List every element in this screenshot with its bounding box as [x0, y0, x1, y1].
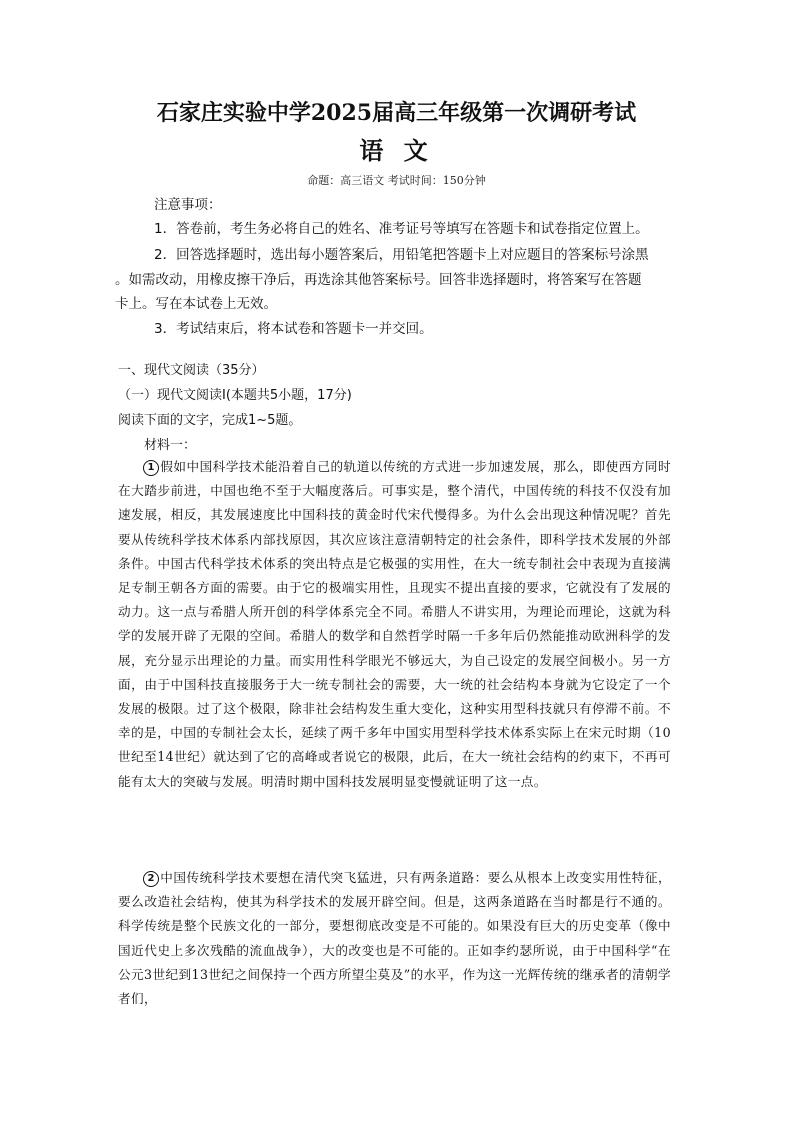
- notice-item-2-line-1: 2．回答选择题时，选出每小题答案后，用铅笔把答题卡上对应题目的答案标号涂黑: [154, 247, 649, 263]
- exam-title: 石家庄实验中学2025届高三年级第一次调研考试: [156, 100, 637, 126]
- subject-title: 语 文: [359, 136, 434, 165]
- material-label: 材料一：: [144, 438, 197, 453]
- notice-heading: 注意事项：: [154, 197, 222, 213]
- reading-instruction: 阅读下面的文字，完成1~5题。: [118, 413, 302, 428]
- notice-item-3: 3．考试结束后，将本试卷和答题卡一并交回。: [154, 321, 433, 337]
- subsection-heading: （一）现代文阅读Ⅰ(本题共5小题，17分): [118, 388, 352, 403]
- notice-item-1: 1．答卷前，考生务必将自己的姓名、准考证号等填写在答题卡和试卷指定位置上。: [154, 221, 649, 237]
- paragraph-number-2: 2: [143, 871, 159, 887]
- passage-paragraph-1: [118, 455, 671, 794]
- paragraph-1-text: 假如中国科学技术能沿着自己的轨道以传统的方式进一步加速发展，那么，即使西方同时在大踏步前进，中国也绝不至于大幅度落后。可事实是，整个清代，中国传统的科技不仅没有加速发展，相反，其发展速度比中国科技的黄金时代宋代慢得多。为什么会出现这种情况呢？首先要从传统科学技术体系内部找原因，其次应该注意清朝特定的社会条件，即科学技术发展的外部条件。中国古代科学技术体系的突出特点是它极强的实用性，在大一统专制社会中表现为直接满足专制王朝各方面的需要。由于它的极端实用性，且现实不提出直接的要求，它就没有了发展的动力。这一点与希腊人所开创的科学体系完全不同。希腊人不讲实用，为理论而理论，这就为科学的发展开辟了无限的空间。希腊人的数学和自然哲学时隔一千多年后仍然能推动欧洲科学的发展，充分显示出理论的力量。而实用性科学眼光不够远大，为自己设定的发展空间极小。另一方面，由于中国科技直接服务于大一统专制社会的需要，大一统的社会结构本身就为它设定了一个发展的极限。过了这个极限，除非社会结构发生重大变化，这种实用型科技就只有停滞不前。不幸的是，中国的专制社会太长，延续了两千多年中国实用型科学技术体系实际上在宋元时期（10世纪至14世纪）就达到了它的高峰或者说它的极限，此后，在大一统社会结构的约束下，不再可能有太大的突破与发展。明清时期中国科技发展明显变慢就证明了这一点。: [118, 459, 671, 789]
- section-heading: 一、现代文阅读（35分）: [118, 363, 265, 378]
- exam-meta: 命题：高三语文 考试时间：150分钟: [307, 174, 486, 187]
- notice-item-2-line-2: 。如需改动，用橡皮擦干净后，再选涂其他答案标号。回答非选择题时，将答案写在答题: [115, 272, 642, 288]
- paragraph-number-1: 1: [143, 460, 159, 476]
- passage-paragraph-2: [118, 866, 671, 1011]
- notice-item-2-line-3: 卡上。写在本试卷上无效。: [115, 296, 277, 312]
- paragraph-2-text: 中国传统科学技术要想在清代突飞猛进，只有两条道路：要么从根本上改变实用性特征，要么改造社会结构，使其为科学技术的发展开辟空间。但是，这两条道路在当时都是行不通的。科学传统是整个民族文化的一部分，要想彻底改变是不可能的。如果没有巨大的历史变革（像中国近代史上多次残酷的流血战争），大的改变也是不可能的。正如李约瑟所说，由于中国科学“在公元3世纪到13世纪之间保持一个西方所望尘莫及”的水平，作为这一光辉传统的继承者的清朝学者们，: [118, 870, 671, 1007]
